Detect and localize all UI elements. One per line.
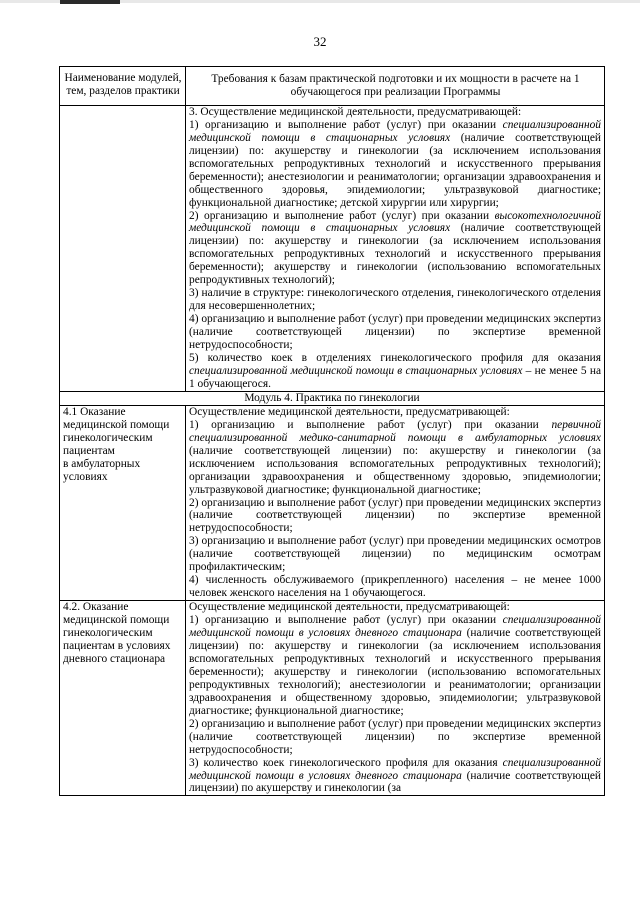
requirement-text: 1) организацию и выполнение работ (услуг) при оказании xyxy=(189,418,552,431)
requirement-item: 4) организацию и выполнение работ (услуг) при проведении медицинских экспертиз (наличие соответствующей лицензии) по экспертизе временной нетрудоспособности; xyxy=(189,313,601,352)
requirement-item xyxy=(189,419,601,497)
requirement-emphasis: высокотехнологичной медицинской помощи в стационарных условиях xyxy=(189,209,601,235)
requirement-text: 3) количество коек гинекологического профиля для оказания xyxy=(189,756,503,769)
module-heading-row xyxy=(60,391,605,405)
requirement-item xyxy=(189,614,601,718)
requirement-text: 2) организацию и выполнение работ (услуг) при оказании xyxy=(189,209,495,222)
requirement-text: (наличие соответствующей лицензии) по: акушерству и гинекологии (за исключением использования вспомогательных репродуктивных технологий и искусственного прерывания беременности); акушерству и гинекологии (использованию вспомогательных репродуктивных технологий); xyxy=(189,222,601,287)
requirement-item: 3) организацию и выполнение работ (услуг) при проведении медицинских осмотров (наличие соответствующей лицензии) по медицинским осмотрам профилактическим; xyxy=(189,535,601,574)
requirement-text: – не менее 5 на 1 обучающегося. xyxy=(189,364,601,390)
requirement-emphasis: специализированной медицинской помощи в условиях дневного стационара xyxy=(189,756,601,782)
table-row-4-2 xyxy=(60,601,605,796)
requirement-text: (наличие соответствующей лицензии) по: акушерству и гинекологии (за исключением использования вспомогательных репродуктивных технологий и искусственного прерывания беременности); акушерству и гинекологии (использованию вспомогательных репродуктивных технологий); анестезиологии и реаниматологии; организации здравоохранения и общественному здоровью, эпидемиологии; ультразвуковой диагностике; функциональной диагностике; xyxy=(189,627,601,717)
requirement-item xyxy=(189,210,601,288)
requirement-item: 3) наличие в структуре: гинекологического отделения, гинекологического отделения для несовершеннолетних; xyxy=(189,287,601,313)
topic-4-2-title: 4.2. Оказание медицинской помощи гинекологическим пациентам в условиях дневного стационара xyxy=(60,601,186,796)
table-row-4-1 xyxy=(60,405,605,600)
requirement-emphasis: первичной специализированной медико-санитарной помощи в амбулаторных условиях xyxy=(189,418,601,444)
requirement-text: 1) организацию и выполнение работ (услуг) при оказании xyxy=(189,118,503,131)
requirement-item: 2) организацию и выполнение работ (услуг) при проведении медицинских экспертиз (наличие соответствующей лицензии) по экспертизе временной нетрудоспособности; xyxy=(189,496,601,535)
topic-4-1-requirements xyxy=(186,405,605,600)
continuation-requirements-cell xyxy=(186,105,605,391)
header-modules-column: Наименование модулей, тем, разделов практики xyxy=(60,67,186,106)
requirement-item: 4) численность обслуживаемого (прикрепленного) населения – не менее 1000 человек женского населения на 1 обучающегося. xyxy=(189,574,601,600)
requirement-item xyxy=(189,757,601,796)
page-number: 32 xyxy=(313,34,327,49)
requirement-text: (наличие соответствующей лицензии) по акушерству и гинекологии (за xyxy=(189,769,601,795)
requirement-item: 2) организацию и выполнение работ (услуг) при проведении медицинских экспертиз (наличие соответствующей лицензии) по экспертизе временной нетрудоспособности; xyxy=(189,717,601,756)
header-requirements-column: Требования к базам практической подготовки и их мощности в расчете на 1 обучающегося при реализации Программы xyxy=(186,67,605,106)
practice-requirements-table xyxy=(59,66,605,796)
requirement-intro: Осуществление медицинской деятельности, предусматривающей: xyxy=(189,405,510,418)
module-4-title: Модуль 4. Практика по гинекологии xyxy=(60,391,605,405)
requirement-text: 5) количество коек в отделениях гинекологического профиля для оказания xyxy=(189,352,601,365)
requirement-item xyxy=(189,352,601,391)
requirement-item xyxy=(189,119,601,210)
scan-artifact xyxy=(60,0,120,4)
requirement-intro: Осуществление медицинской деятельности, предусматривающей: xyxy=(189,601,510,614)
table-row-continuation xyxy=(60,105,605,391)
topic-4-2-requirements xyxy=(186,601,605,796)
topic-4-1-title: 4.1 Оказание медицинской помощи гинекологическим пациентам в амбулаторных условиях xyxy=(60,405,186,600)
requirement-text: (наличие соответствующей лицензии) по: акушерству и гинекологии (за исключением использования вспомогательных репродуктивных технологий); организации здравоохранения и общественному здоровью, эпидемиологии; ультразвуковой диагностике; функциональной диагностике; xyxy=(189,444,601,496)
requirement-intro: 3. Осуществление медицинской деятельности, предусматривающей: xyxy=(189,105,522,118)
requirement-text: (наличие соответствующей лицензии) по: акушерству и гинекологии (за исключением использования вспомогательных репродуктивных технологий и искусственного прерывания беременности); анестезиологии и реаниматологии; организации здравоохранения и общественного здоровья, эпидемиологии; ультразвуковой диагностике; функциональной диагностике; детской хирургии или хирургии; xyxy=(189,131,601,209)
table-header-row xyxy=(60,67,605,106)
requirement-emphasis: специализированной медицинской помощи в условиях дневного стационара xyxy=(189,614,601,640)
requirement-emphasis: специализированной медицинской помощи в стационарных условиях xyxy=(189,118,601,144)
requirement-emphasis: специализированной медицинской помощи в стационарных условиях xyxy=(189,364,523,377)
continuation-module-cell xyxy=(60,105,186,391)
requirement-text: 1) организацию и выполнение работ (услуг) при оказании xyxy=(189,614,503,627)
